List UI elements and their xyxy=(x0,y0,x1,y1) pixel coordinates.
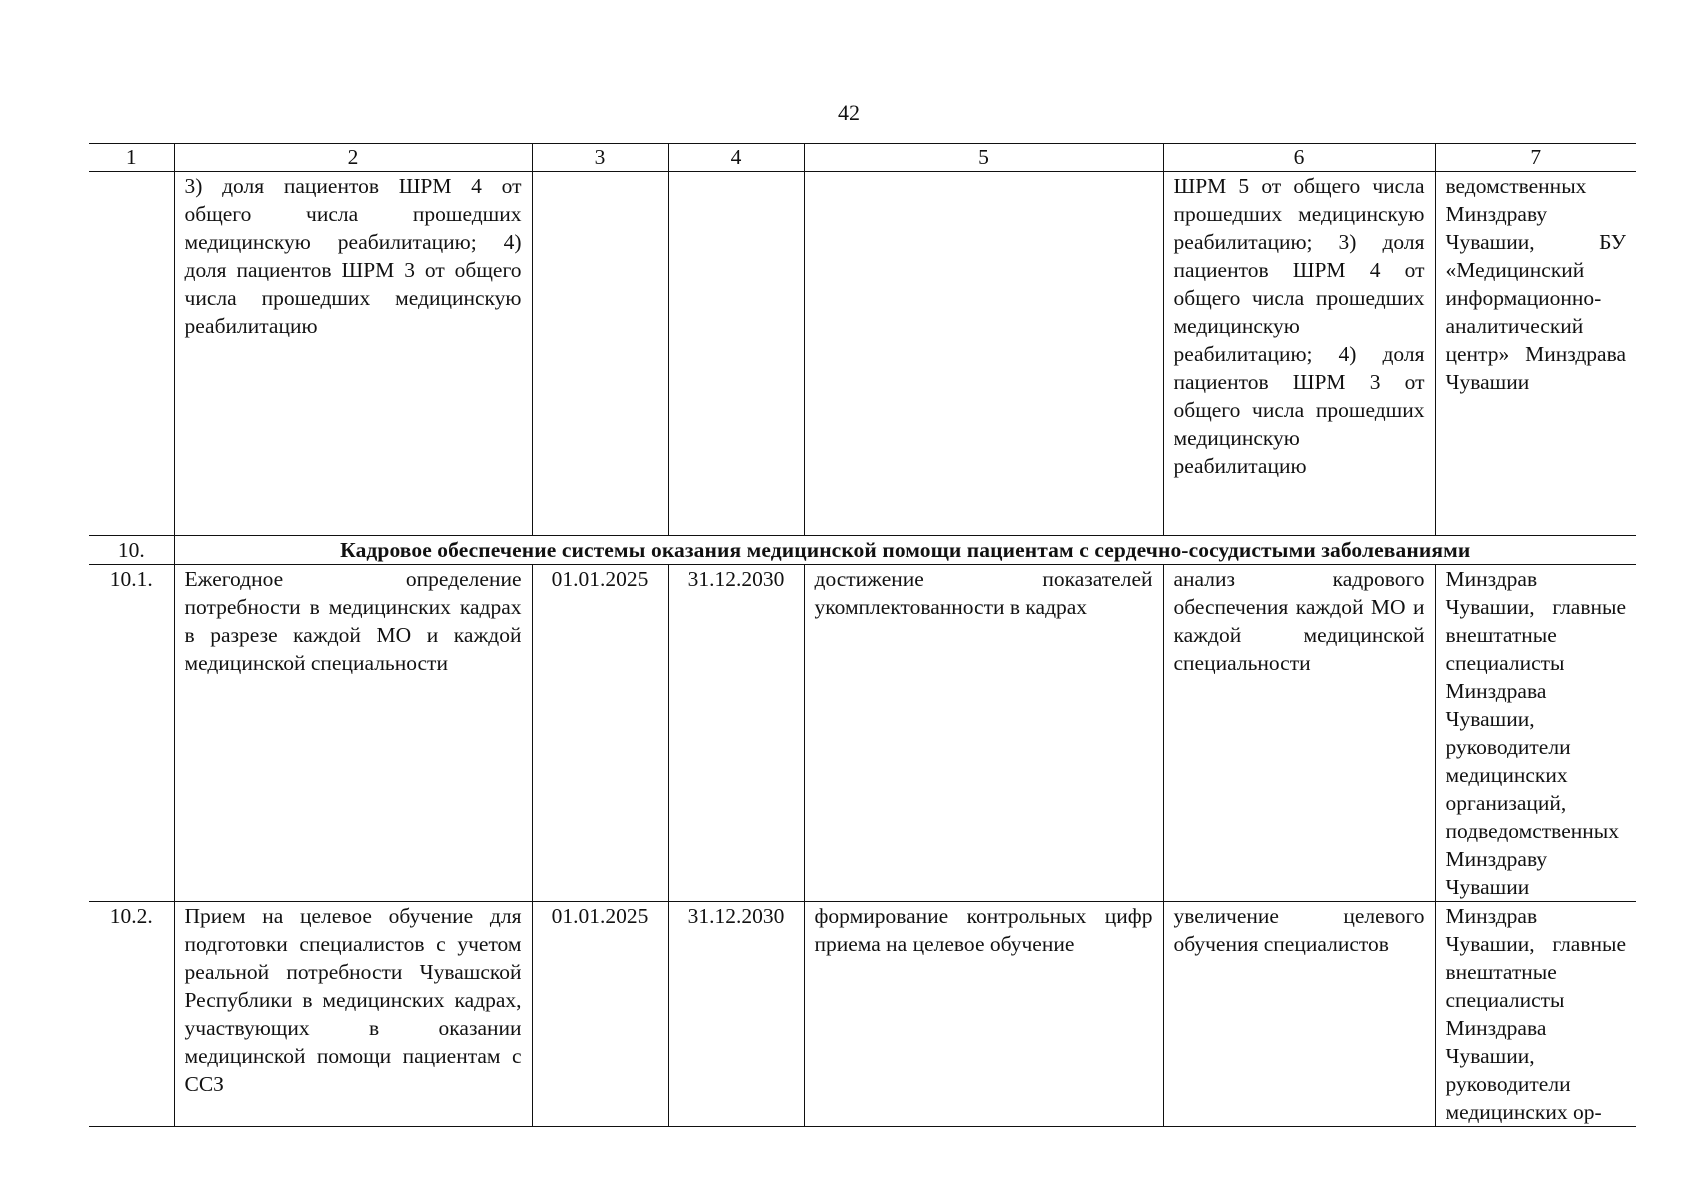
end-date: 31.12.2030 xyxy=(668,902,804,1127)
start-date: 01.01.2025 xyxy=(532,565,668,902)
responsible-executors: Минздрав Чувашии, главные внештатные специалисты Минздрава Чувашии, руководители медицинских ор- xyxy=(1435,902,1636,1127)
measure-description: Ежегодное определение потребности в медицинских кадрах в разрезе каждой МО и каждой медицинской специальности xyxy=(174,565,532,902)
column-header: 4 xyxy=(668,144,804,172)
row-number: 10.1. xyxy=(89,565,174,902)
section-row xyxy=(89,536,1636,565)
control-indicators: анализ кадрового обеспечения каждой МО и каждой медицинской специальности xyxy=(1163,565,1435,902)
column-number-row xyxy=(89,144,1636,172)
start-date xyxy=(532,172,668,536)
end-date: 31.12.2030 xyxy=(668,565,804,902)
column-header: 7 xyxy=(1435,144,1636,172)
column-header: 1 xyxy=(89,144,174,172)
section-title: Кадровое обеспечение системы оказания медицинской помощи пациентам с сердечно-сосудистыми заболеваниями xyxy=(174,536,1636,565)
expected-result: достижение показателей укомплектованности в кадрах xyxy=(804,565,1163,902)
column-header: 3 xyxy=(532,144,668,172)
responsible-executors: Минздрав Чувашии, главные внештатные специалисты Минздрава Чувашии, руководители медицинских организаций, подведомственных Минздраву Чувашии xyxy=(1435,565,1636,902)
row-number xyxy=(89,172,174,536)
page-number: 42 xyxy=(838,100,860,125)
expected-result: формирование контрольных цифр приема на целевое обучение xyxy=(804,902,1163,1127)
table-row xyxy=(89,565,1636,902)
start-date: 01.01.2025 xyxy=(532,902,668,1127)
measures-table xyxy=(89,143,1636,1127)
row-number: 10.2. xyxy=(89,902,174,1127)
measure-description: Прием на целевое обучение для подготовки специалистов с учетом реальной потребности Чувашской Республики в медицинских кадрах, участвующих в оказании медицинской помощи пациентам с ССЗ xyxy=(174,902,532,1127)
column-header: 5 xyxy=(804,144,1163,172)
table-row xyxy=(89,172,1636,536)
responsible-executors: ведомственных Минздраву Чувашии, БУ «Медицинский информационно-аналитический центр» Минздрава Чувашии xyxy=(1435,172,1636,536)
column-header: 6 xyxy=(1163,144,1435,172)
measure-description: 3) доля пациентов ШРМ 4 от общего числа прошедших медицинскую реабилитацию; 4) доля пациентов ШРМ 3 от общего числа прошедших медицинскую реабилитацию xyxy=(174,172,532,536)
section-number: 10. xyxy=(89,536,174,565)
control-indicators: ШРМ 5 от общего числа прошедших медицинскую реабилитацию; 3) доля пациентов ШРМ 4 от общего числа прошедших медицинскую реабилитацию; 4) доля пациентов ШРМ 3 от общего числа прошедших медицинскую реабилитацию xyxy=(1163,172,1435,536)
end-date xyxy=(668,172,804,536)
table-row xyxy=(89,902,1636,1127)
expected-result xyxy=(804,172,1163,536)
control-indicators: увеличение целевого обучения специалистов xyxy=(1163,902,1435,1127)
column-header: 2 xyxy=(174,144,532,172)
